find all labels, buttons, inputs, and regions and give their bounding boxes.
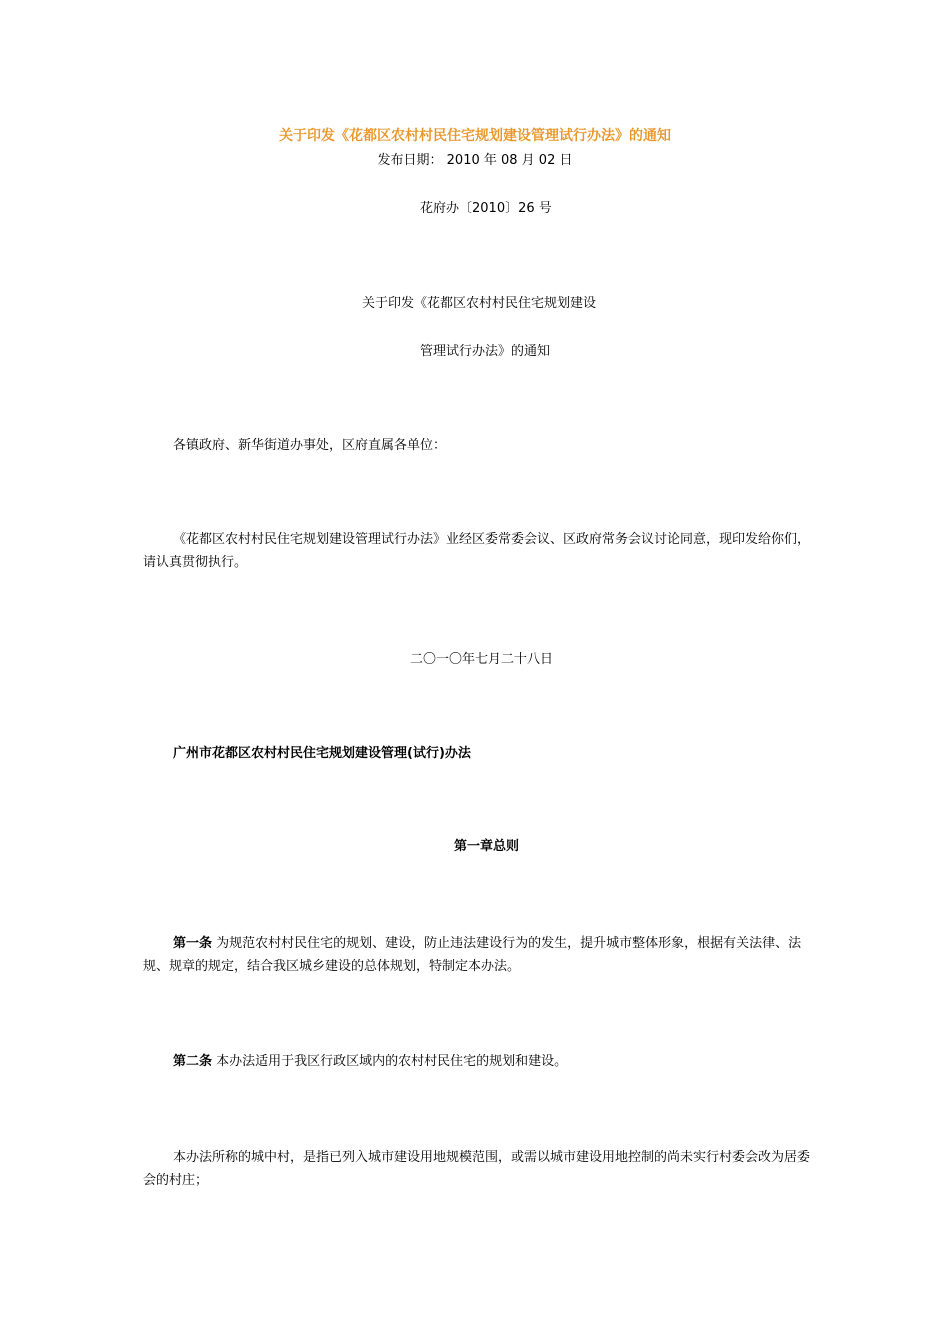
urban-village-definition: 本办法所称的城中村，是指已列入城市建设用地规模范围，或需以城市建设用地控制的尚未实行村委会改为居委会的村庄； xyxy=(143,1150,811,1188)
article-1 xyxy=(143,932,811,978)
notice-body: 《花都区农村村民住宅规划建设管理试行办法》业经区委常委会议、区政府常务会议讨论同意，现印发给你们，请认真贯彻执行。 xyxy=(143,532,811,570)
article-1-label: 第一条 xyxy=(173,936,213,951)
article-2 xyxy=(143,1050,811,1073)
chapter-heading: 第一章总则 xyxy=(454,839,520,854)
article-1-text: 为规范农村村民住宅的规划、建设，防止违法建设行为的发生，提升城市整体形象，根据有关法律、法规、规章的规定，结合我区城乡建设的总体规划，特制定本办法。 xyxy=(143,936,802,974)
notice-title-line-1: 关于印发《花都区农村村民住宅规划建设 xyxy=(362,296,597,311)
article-2-text: 本办法适用于我区行政区域内的农村村民住宅的规划和建设。 xyxy=(212,1054,568,1069)
notice-date: 二〇一〇年七月二十八日 xyxy=(410,652,554,667)
document-number: 花府办〔2010〕26 号 xyxy=(420,201,552,216)
addressee: 各镇政府、新华街道办事处，区府直属各单位： xyxy=(173,438,447,453)
article-2-label: 第二条 xyxy=(173,1054,213,1069)
publish-date: 发布日期： 2010 年 08 月 02 日 xyxy=(377,153,573,168)
document-title: 关于印发《花都区农村村民住宅规划建设管理试行办法》的通知 xyxy=(279,128,671,144)
regulation-title: 广州市花都区农村村民住宅规划建设管理(试行)办法 xyxy=(173,746,471,761)
notice-title-line-2: 管理试行办法》的通知 xyxy=(420,344,551,359)
